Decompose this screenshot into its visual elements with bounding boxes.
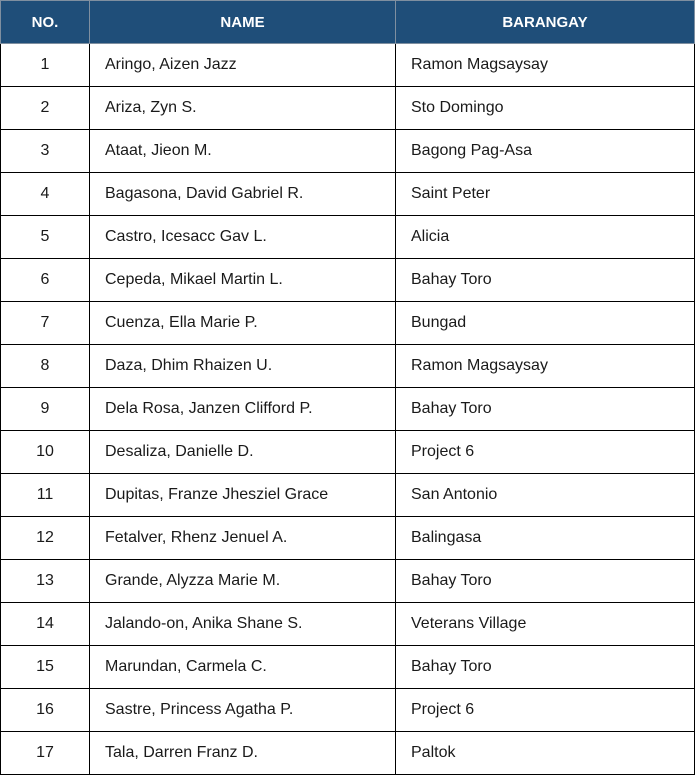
table-body: [1, 44, 695, 775]
cell-number: 4: [1, 173, 90, 216]
table-row: [1, 173, 695, 216]
table-row: [1, 44, 695, 87]
table-header: [1, 1, 695, 44]
cell-number: 6: [1, 259, 90, 302]
cell-barangay: Bahay Toro: [396, 560, 695, 603]
cell-barangay: Ramon Magsaysay: [396, 345, 695, 388]
cell-number: 8: [1, 345, 90, 388]
cell-barangay: Project 6: [396, 431, 695, 474]
cell-name: Tala, Darren Franz D.: [90, 732, 396, 775]
table-row: [1, 302, 695, 345]
cell-barangay: Paltok: [396, 732, 695, 775]
cell-number: 14: [1, 603, 90, 646]
cell-name: Castro, Icesacc Gav L.: [90, 216, 396, 259]
cell-number: 15: [1, 646, 90, 689]
column-header-barangay: BARANGAY: [396, 1, 695, 44]
table-row: [1, 560, 695, 603]
cell-name: Marundan, Carmela C.: [90, 646, 396, 689]
cell-name: Jalando-on, Anika Shane S.: [90, 603, 396, 646]
table-row: [1, 388, 695, 431]
cell-number: 7: [1, 302, 90, 345]
cell-number: 17: [1, 732, 90, 775]
cell-number: 16: [1, 689, 90, 732]
cell-number: 3: [1, 130, 90, 173]
cell-name: Cuenza, Ella Marie P.: [90, 302, 396, 345]
cell-name: Fetalver, Rhenz Jenuel A.: [90, 517, 396, 560]
cell-barangay: Bungad: [396, 302, 695, 345]
cell-barangay: Ramon Magsaysay: [396, 44, 695, 87]
cell-barangay: Balingasa: [396, 517, 695, 560]
cell-barangay: Sto Domingo: [396, 87, 695, 130]
cell-number: 13: [1, 560, 90, 603]
table-row: [1, 87, 695, 130]
table-row: [1, 431, 695, 474]
table-row: [1, 345, 695, 388]
cell-name: Dupitas, Franze Jhesziel Grace: [90, 474, 396, 517]
cell-number: 1: [1, 44, 90, 87]
table-row: [1, 732, 695, 775]
cell-name: Ariza, Zyn S.: [90, 87, 396, 130]
cell-barangay: Bagong Pag-Asa: [396, 130, 695, 173]
cell-barangay: Veterans Village: [396, 603, 695, 646]
cell-barangay: Bahay Toro: [396, 388, 695, 431]
cell-name: Dela Rosa, Janzen Clifford P.: [90, 388, 396, 431]
table-row: [1, 130, 695, 173]
cell-name: Sastre, Princess Agatha P.: [90, 689, 396, 732]
column-header-name: NAME: [90, 1, 396, 44]
header-row: [1, 1, 695, 44]
table-row: [1, 517, 695, 560]
cell-barangay: Project 6: [396, 689, 695, 732]
cell-barangay: Saint Peter: [396, 173, 695, 216]
table-row: [1, 216, 695, 259]
table-row: [1, 689, 695, 732]
cell-number: 9: [1, 388, 90, 431]
cell-name: Desaliza, Danielle D.: [90, 431, 396, 474]
table-row: [1, 259, 695, 302]
cell-name: Aringo, Aizen Jazz: [90, 44, 396, 87]
table-row: [1, 646, 695, 689]
cell-number: 11: [1, 474, 90, 517]
cell-name: Ataat, Jieon M.: [90, 130, 396, 173]
cell-barangay: Alicia: [396, 216, 695, 259]
table-row: [1, 474, 695, 517]
cell-number: 5: [1, 216, 90, 259]
column-header-no: NO.: [1, 1, 90, 44]
cell-number: 2: [1, 87, 90, 130]
cell-barangay: Bahay Toro: [396, 259, 695, 302]
cell-name: Grande, Alyzza Marie M.: [90, 560, 396, 603]
cell-name: Daza, Dhim Rhaizen U.: [90, 345, 396, 388]
cell-number: 12: [1, 517, 90, 560]
cell-name: Cepeda, Mikael Martin L.: [90, 259, 396, 302]
cell-name: Bagasona, David Gabriel R.: [90, 173, 396, 216]
cell-barangay: Bahay Toro: [396, 646, 695, 689]
cell-barangay: San Antonio: [396, 474, 695, 517]
table-row: [1, 603, 695, 646]
cell-number: 10: [1, 431, 90, 474]
